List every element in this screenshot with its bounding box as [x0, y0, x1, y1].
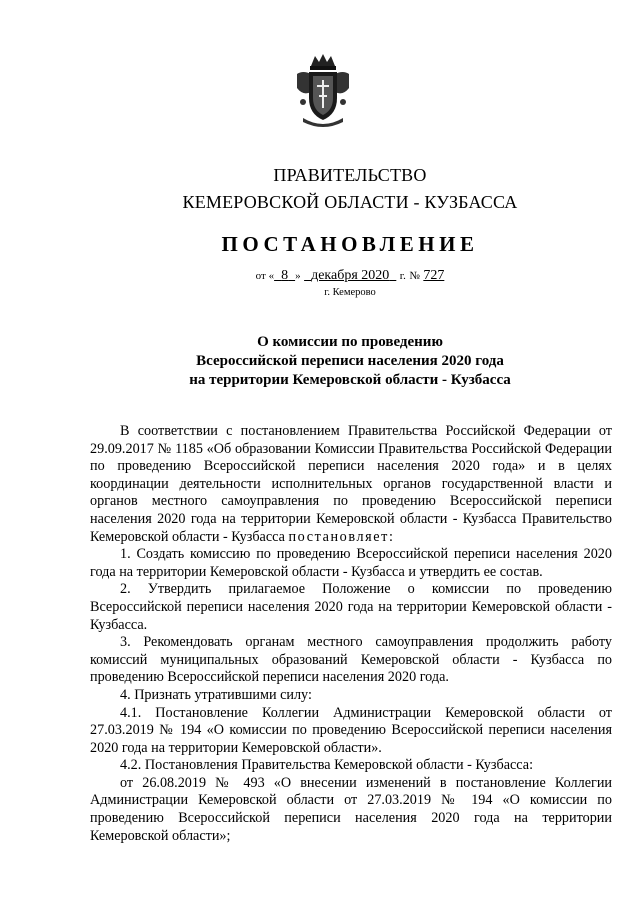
paragraph-4-2-item: от 26.08.2019 № 493 «О внесении изменений в постановление Коллегии Администрации Кемеровской области от 27.03.2019 № 194 «О комиссии по проведению Всероссийской переписи населения 2020 года на территории Кемеровской области»;	[90, 774, 612, 844]
date-year-suffix: г.	[399, 270, 406, 282]
paragraph-4-1: 4.1. Постановление Коллегии Администрации Кемеровской области от 27.03.2019 № 194 «О комиссии по проведению Всероссийской переписи населения 2020 года на территории Кемеровской области».	[90, 704, 612, 756]
title-line: О комиссии по проведению	[257, 334, 443, 350]
paragraph-1: 1. Создать комиссию по проведению Всероссийской переписи населения 2020 года на территории Кемеровской области - Кузбасса и утвердить ее состав.	[90, 546, 612, 580]
date-month-year: декабря 2020	[311, 268, 390, 283]
paragraph-4: 4. Признать утратившими силу:	[120, 686, 312, 703]
org-name-line1: ПРАВИТЕЛЬСТВО	[273, 165, 427, 185]
preamble-paragraph: В соответствии с постановлением Правительства Российской Федерации от 29.09.2017 № 1185 «Об образовании Комиссии Правительства Российской Федерации по проведению Всероссийской переписи населения 2020 года» и в целях координации деятельности исполнительных органов государственной власти и органов местного самоуправления по проведению Всероссийской переписи населения 2020 года на территории Кемеровской области - Кузбасса Правительство Кемеровской области - Кузбасса постановляет:	[90, 423, 612, 545]
document-type: ПОСТАНОВЛЕНИЕ	[221, 232, 479, 256]
coat-of-arms-icon	[293, 52, 353, 128]
paragraph-4-2: 4.2. Постановления Правительства Кемеровской области - Кузбасса:	[120, 757, 534, 774]
document-number: 727	[423, 268, 445, 283]
paragraph-2: 2. Утвердить прилагаемое Положение о комиссии по проведению Всероссийской переписи населения 2020 года на территории Кемеровской области - Кузбасса.	[90, 581, 612, 633]
org-name-line2: КЕМЕРОВСКОЙ ОБЛАСТИ - КУЗБАССА	[182, 192, 518, 212]
date-prefix: от «	[255, 270, 275, 282]
date-day: 8	[281, 268, 289, 283]
date-mid: »	[295, 270, 301, 282]
document-body	[90, 423, 612, 845]
number-prefix: №	[409, 270, 420, 282]
title-line: Всероссийской переписи населения 2020 года	[196, 353, 504, 369]
title-line: на территории Кемеровской области - Кузбасса	[189, 372, 511, 388]
document-title	[0, 333, 640, 390]
resolves-word: постановляет:	[288, 528, 395, 545]
date-line	[0, 268, 640, 284]
paragraph-3: 3. Рекомендовать органам местного самоуправления продолжить работу комиссий муниципальных образований Кемеровской области - Кузбасса по проведению Всероссийской переписи населения 2020 года.	[90, 634, 612, 686]
city-name: г. Кемерово	[324, 287, 376, 298]
